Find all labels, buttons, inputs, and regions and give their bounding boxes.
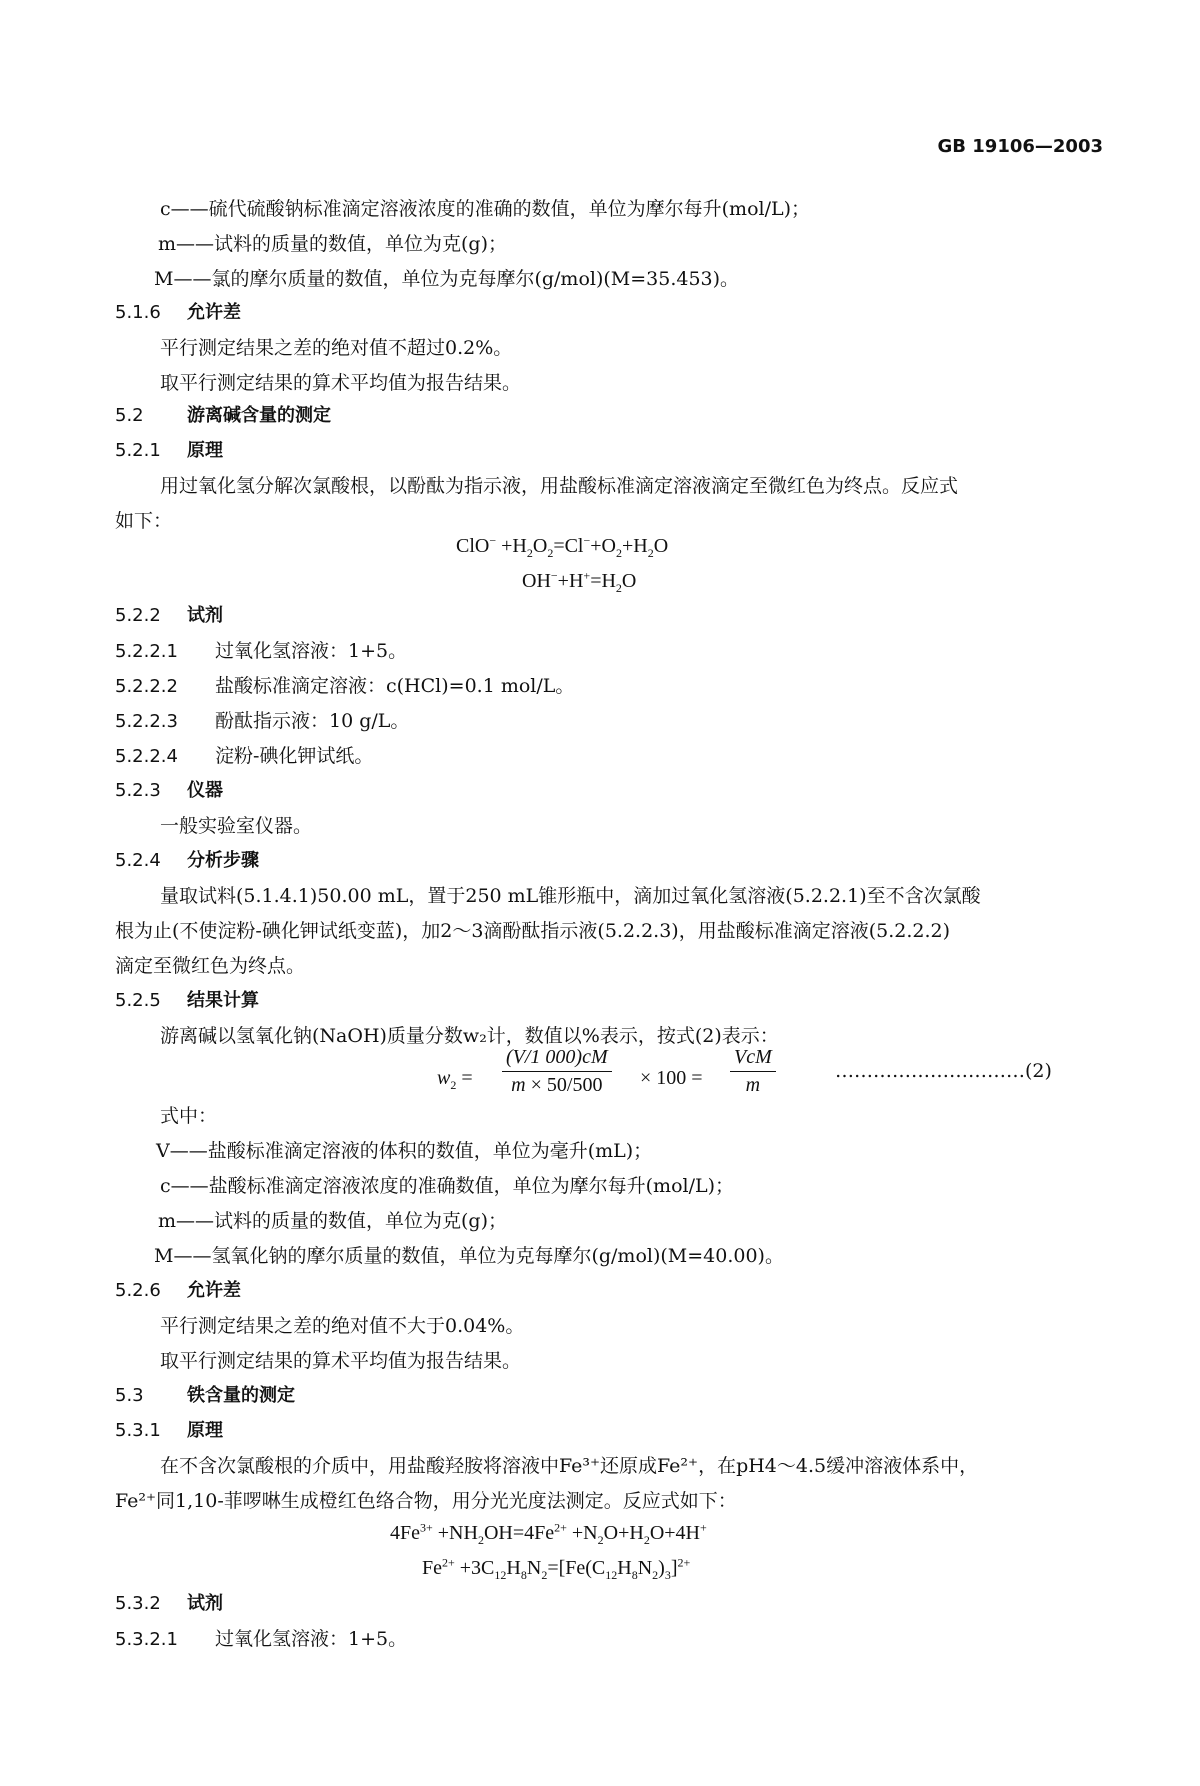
reagent-item	[115, 639, 407, 664]
paragraph: 在不含次氯酸根的介质中，用盐酸羟胺将溶液中Fe³⁺还原成Fe²⁺，在pH4～4.5缓冲溶液体系中，	[160, 1455, 979, 1477]
section-number: 5.2.4	[115, 850, 161, 871]
var-m-definition: m——试料的质量的数值，单位为克(g)；	[158, 1210, 508, 1232]
section-number: 5.1.6	[115, 302, 161, 323]
section-title: 游离碱含量的测定	[187, 405, 331, 426]
paragraph: 取平行测定结果的算术平均值为报告结果。	[160, 372, 522, 394]
paragraph: 游离碱以氢氧化钠(NaOH)质量分数w₂计，数值以%表示，按式(2)表示：	[160, 1025, 779, 1047]
section-title: 结果计算	[187, 990, 259, 1011]
section-number: 5.2.1	[115, 440, 161, 461]
paragraph: 如下：	[115, 510, 173, 532]
item-text: 过氧化氢溶液：1+5。	[215, 640, 408, 662]
item-text: 过氧化氢溶液：1+5。	[215, 1628, 408, 1650]
paragraph: 取平行测定结果的算术平均值为报告结果。	[160, 1350, 522, 1372]
reagent-item	[115, 744, 373, 769]
item-number: 5.2.2.2	[115, 676, 178, 697]
item-text: 盐酸标准滴定溶液：c(HCl)=0.1 mol/L。	[215, 675, 575, 697]
section-5-2-1-heading	[115, 439, 223, 463]
section-number: 5.2.2	[115, 605, 161, 626]
section-number: 5.2.6	[115, 1280, 161, 1301]
section-5-3-heading	[115, 1384, 295, 1408]
var-V-definition: V——盐酸标准滴定溶液的体积的数值，单位为毫升(mL)；	[156, 1140, 653, 1162]
section-title: 试剂	[187, 1593, 223, 1614]
item-number: 5.3.2.1	[115, 1629, 178, 1650]
section-5-3-2-heading	[115, 1592, 223, 1616]
paragraph: 滴定至微红色为终点。	[115, 955, 306, 977]
paragraph: 平行测定结果之差的绝对值不超过0.2%。	[160, 337, 513, 359]
section-number: 5.2	[115, 405, 144, 426]
section-5-3-1-heading	[115, 1419, 223, 1443]
paragraph: Fe²⁺同1,10-菲啰啉生成橙红色络合物，用分光光度法测定。反应式如下：	[115, 1490, 737, 1512]
section-title: 原理	[187, 440, 223, 461]
var-m-definition: m——试料的质量的数值，单位为克(g)；	[158, 233, 508, 255]
var-M-definition: M——氢氧化钠的摩尔质量的数值，单位为克每摩尔(g/mol)(M=40.00)。	[154, 1245, 784, 1267]
formula-times-100: × 100 =	[640, 1067, 703, 1089]
section-title: 原理	[187, 1420, 223, 1441]
section-title: 允许差	[187, 1280, 241, 1301]
section-number: 5.3.1	[115, 1420, 161, 1441]
section-5-1-6-heading	[115, 301, 241, 325]
paragraph: 根为止(不使淀粉-碘化钾试纸变蓝)，加2～3滴酚酞指示液(5.2.2.3)，用盐酸标准滴定溶液(5.2.2.2)	[115, 920, 951, 942]
reagent-item	[115, 674, 574, 699]
item-number: 5.2.2.1	[115, 641, 178, 662]
section-number: 5.3	[115, 1385, 144, 1406]
paragraph: 平行测定结果之差的绝对值不大于0.04%。	[160, 1315, 525, 1337]
item-number: 5.2.2.3	[115, 711, 178, 732]
paragraph: 用过氧化氢分解次氯酸根，以酚酞为指示液，用盐酸标准滴定溶液滴定至微红色为终点。反应式	[160, 475, 959, 497]
section-title: 分析步骤	[187, 850, 259, 871]
var-c-definition: c——硫代硫酸钠标准滴定溶液浓度的准确的数值，单位为摩尔每升(mol/L)；	[160, 198, 811, 220]
section-5-2-3-heading	[115, 779, 223, 803]
paragraph: 一般实验室仪器。	[160, 815, 313, 837]
reaction-equation-4: $Fe^{2+} +3C_{12}H_8N_2=[Fe(C_{12}H_8N_2)_3]^{2+}$	[422, 1555, 691, 1582]
var-c-definition: c——盐酸标准滴定溶液浓度的准确数值，单位为摩尔每升(mol/L)；	[160, 1175, 735, 1197]
item-number: 5.2.2.4	[115, 746, 178, 767]
reaction-equation-2: $OH^-+H^+=H_2O$	[522, 568, 637, 595]
section-5-2-4-heading	[115, 849, 259, 873]
section-5-2-2-heading	[115, 604, 223, 628]
section-number: 5.2.5	[115, 990, 161, 1011]
paragraph: 式中：	[160, 1105, 218, 1127]
section-title: 仪器	[187, 780, 223, 801]
item-text: 酚酞指示液：10 g/L。	[215, 710, 410, 732]
formula-lhs: $w_2$ =	[437, 1067, 473, 1092]
reagent-item	[115, 709, 409, 734]
formula-fraction-2: VcM m	[730, 1046, 776, 1097]
section-title: 允许差	[187, 302, 241, 323]
formula-number: …………………………(2)	[835, 1060, 1052, 1082]
section-5-2-6-heading	[115, 1279, 241, 1303]
section-5-2-5-heading	[115, 989, 259, 1013]
section-title: 铁含量的测定	[187, 1385, 295, 1406]
reaction-equation-1: $ClO^- +H_2O_2=Cl^-+O_2+H_2O$	[456, 533, 669, 560]
section-5-2-heading	[115, 404, 331, 428]
item-text: 淀粉-碘化钾试纸。	[215, 745, 374, 767]
standard-number: GB 19106—2003	[937, 136, 1103, 157]
section-number: 5.3.2	[115, 1593, 161, 1614]
section-number: 5.2.3	[115, 780, 161, 801]
reagent-item	[115, 1627, 407, 1652]
var-M-definition: M——氯的摩尔质量的数值，单位为克每摩尔(g/mol)(M=35.453)。	[154, 268, 740, 290]
reaction-equation-3: $4Fe^{3+} +NH_2OH=4Fe^{2+} +N_2O+H_2O+4H^+$	[390, 1520, 707, 1547]
paragraph: 量取试料(5.1.4.1)50.00 mL，置于250 mL锥形瓶中，滴加过氧化氢溶液(5.2.2.1)至不含次氯酸	[160, 885, 981, 907]
section-title: 试剂	[187, 605, 223, 626]
formula-fraction-1: $\frac{(V/1 000)cM}{m \times 50/500}$	[502, 1046, 612, 1097]
